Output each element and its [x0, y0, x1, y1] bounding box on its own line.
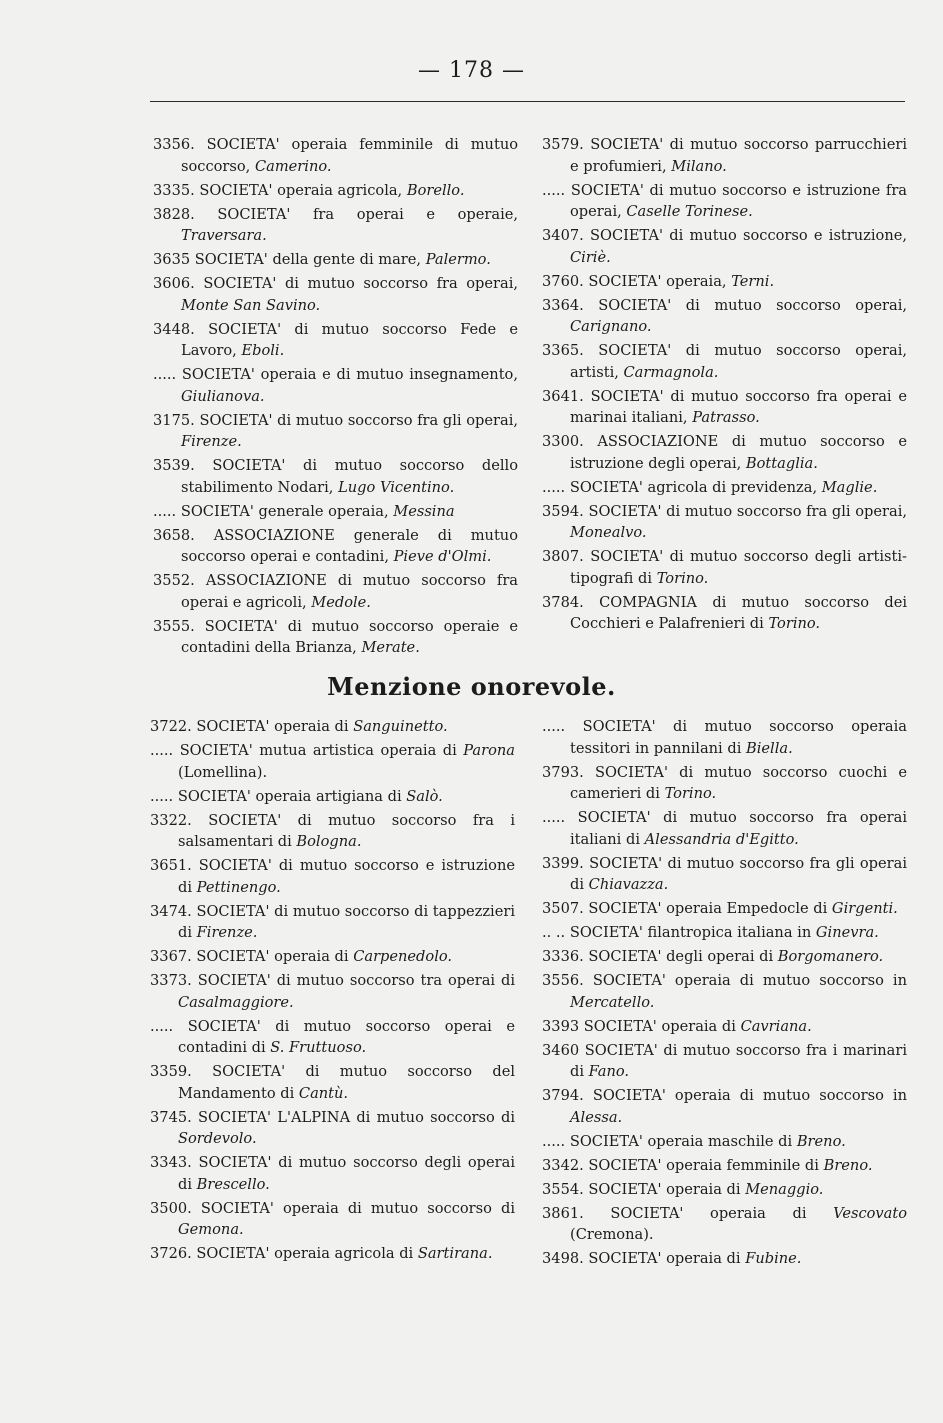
entry-text: SOCIETA' di mutuo soccorso Fede e Lavoro,	[181, 320, 519, 359]
entry-number: 3641.	[542, 387, 584, 405]
entry-place: Sanguinetto.	[353, 718, 448, 735]
list-item	[542, 1016, 907, 1038]
entry-place: Traversara.	[181, 227, 267, 244]
entry-place: Terni.	[731, 272, 775, 290]
entry-number: 3556.	[542, 972, 584, 989]
entry-text: SOCIETA' operaia di	[588, 1250, 741, 1267]
entry-number: 3460	[542, 1041, 580, 1059]
entry-number: 3861.	[542, 1204, 584, 1222]
list-item	[150, 786, 515, 808]
entry-place: Mercatello.	[570, 993, 655, 1011]
list-item	[542, 1248, 907, 1270]
entry-number: 3343.	[150, 1154, 192, 1171]
entry-number: .....	[542, 809, 566, 826]
entry-text: SOCIETA' filantropica italiana in	[569, 924, 812, 941]
list-item	[153, 525, 518, 568]
entry-place: Parona	[463, 742, 515, 759]
entry-text: SOCIETA' di mutuo soccorso tra operai di	[197, 972, 516, 989]
entry-text: SOCIETA' di mutuo soccorso degli operai di	[178, 1154, 516, 1193]
entry-text: SOCIETA' di mutuo soccorso cuochi e camerieri di	[570, 763, 908, 802]
entry-place: Caselle Torinese.	[626, 203, 753, 220]
entry-number: .....	[153, 366, 177, 383]
entry-text: SOCIETA' di mutuo soccorso operai e contadini di	[178, 1017, 515, 1056]
list-item	[153, 319, 518, 362]
list-item	[150, 740, 515, 783]
list-item	[153, 204, 518, 247]
entry-number: 3760.	[542, 272, 584, 290]
list-item	[542, 716, 907, 759]
entry-text: SOCIETA' di mutuo soccorso fra gli operai,	[199, 411, 519, 429]
entry-place: Pettinengo.	[196, 878, 281, 896]
entry-number: 3828.	[153, 205, 195, 223]
entry-place: Casalmaggiore.	[178, 993, 294, 1011]
entry-number: .. ..	[542, 924, 566, 941]
entry-place: S. Fruttuoso.	[270, 1039, 367, 1056]
list-item	[542, 946, 907, 968]
list-item	[542, 853, 907, 896]
entry-suffix: (Cremona).	[570, 1226, 654, 1243]
header-rule	[150, 101, 905, 102]
entry-text: SOCIETA' di mutuo soccorso dello stabilimento Nodari,	[181, 457, 518, 496]
entry-number: 3498.	[542, 1250, 584, 1267]
entry-number: 3793.	[542, 763, 584, 781]
entry-place: Maglie.	[821, 478, 878, 496]
list-item	[542, 340, 907, 383]
entry-number: 3552.	[153, 572, 195, 589]
entry-text: ASSOCIAZIONE generale di mutuo soccorso operai e contadini,	[181, 526, 518, 565]
top-right-column	[542, 134, 907, 637]
entry-text: SOCIETA' operaia di	[610, 1204, 807, 1222]
entry-place: Camerino.	[254, 157, 332, 175]
entry-number: 3794.	[542, 1087, 584, 1104]
entry-place: Girgenti.	[831, 900, 898, 917]
entry-text: SOCIETA' operaia agricola di	[196, 1245, 414, 1262]
entry-text: SOCIETA' operaia di mutuo soccorso in	[592, 972, 908, 989]
entry-text: SOCIETA' di mutuo soccorso fra operai italiani di	[570, 809, 907, 848]
entry-place: Messina	[393, 502, 455, 520]
list-item	[153, 273, 518, 316]
entry-text: SOCIETA' di mutuo soccorso e istruzione di	[178, 857, 516, 896]
entry-text: SOCIETA' di mutuo soccorso fra operai,	[203, 275, 519, 292]
entry-number: 3336.	[542, 948, 584, 965]
entry-place: Palermo.	[425, 251, 491, 268]
entry-number: .....	[150, 742, 174, 759]
entry-place: Cavriana.	[740, 1017, 812, 1035]
entry-number: 3635	[153, 251, 191, 268]
entry-number: 3367.	[150, 948, 192, 965]
entry-text: SOCIETA' operaia di	[588, 1180, 741, 1198]
list-item	[542, 386, 907, 429]
list-item	[542, 295, 907, 338]
entry-place: Giulianova.	[181, 387, 265, 405]
entry-text: SOCIETA' di mutuo soccorso operai,	[598, 296, 907, 314]
list-item	[153, 616, 518, 659]
list-item	[153, 410, 518, 453]
entry-text: SOCIETA' operaia femminile di	[588, 1156, 819, 1174]
entry-text: SOCIETA' di mutuo soccorso di tappezzieri di	[178, 902, 516, 941]
entry-number: 3474.	[150, 902, 192, 920]
list-item	[542, 1131, 907, 1153]
list-item	[542, 922, 907, 944]
list-item	[542, 180, 907, 223]
list-item	[542, 271, 907, 293]
bottom-left-column	[150, 716, 515, 1267]
entry-number: .....	[542, 1132, 566, 1150]
entry-number: 3365.	[542, 342, 584, 359]
entry-place: Menaggio.	[745, 1180, 824, 1198]
list-item	[542, 592, 907, 635]
entry-text: SOCIETA' della gente di mare,	[194, 251, 422, 268]
entry-place: Patrasso.	[692, 409, 760, 426]
entry-text: SOCIETA' di mutuo soccorso operaie e contadini della Brianza,	[181, 617, 518, 656]
list-item	[542, 546, 907, 589]
entry-place: Alessa.	[570, 1108, 623, 1126]
list-item	[542, 970, 907, 1013]
list-item	[542, 1179, 907, 1201]
entry-place: Ciriè.	[570, 248, 611, 266]
entry-place: Chiavazza.	[588, 876, 669, 893]
entry-text: SOCIETA' operaia di	[196, 948, 349, 965]
entry-number: 3393	[542, 1017, 580, 1035]
entry-number: 3373.	[150, 972, 192, 989]
entry-place: Lugo Vicentino.	[338, 478, 455, 496]
entry-number: 3399.	[542, 854, 584, 872]
entry-text: SOCIETA' di mutuo soccorso fra i marinari di	[570, 1041, 908, 1080]
entry-number: .....	[542, 181, 566, 199]
entry-place: Carmagnola.	[623, 363, 719, 381]
entry-place: Brescello.	[196, 1175, 270, 1193]
entry-text: SOCIETA' mutua artistica operaia di	[179, 742, 457, 759]
entry-number: 3407.	[542, 227, 584, 244]
entry-text: ASSOCIAZIONE di mutuo soccorso e istruzione degli operai,	[570, 433, 908, 472]
entry-text: SOCIETA' di mutuo soccorso fra gli operai di	[570, 854, 908, 893]
entry-place: Alessandria d'Egitto.	[644, 830, 799, 848]
list-item	[150, 1061, 515, 1104]
entry-text: SOCIETA' operaia artigiana di	[177, 787, 402, 805]
entry-number: 3356.	[153, 136, 195, 153]
list-item	[150, 855, 515, 898]
list-item	[150, 901, 515, 944]
list-item	[150, 970, 515, 1013]
entry-number: 3342.	[542, 1156, 584, 1174]
list-item	[150, 1198, 515, 1241]
list-item	[150, 1016, 515, 1059]
list-item	[153, 455, 518, 498]
entry-text: SOCIETA' operaia di mutuo soccorso in	[592, 1087, 908, 1104]
entry-number: 3651.	[150, 857, 192, 874]
entry-place: Monealvo.	[570, 524, 647, 541]
entry-place: Salò.	[406, 787, 443, 805]
list-item	[542, 1040, 907, 1083]
entry-text: SOCIETA' fra operai e operaie,	[217, 205, 519, 223]
entry-number: 3539.	[153, 457, 195, 474]
entry-place: Gemona.	[178, 1221, 244, 1238]
entry-number: 3175.	[153, 411, 195, 429]
entry-number: 3554.	[542, 1180, 584, 1198]
entry-number: 3594.	[542, 502, 584, 520]
entry-place: Breno.	[823, 1156, 873, 1174]
entry-text: SOCIETA' di mutuo soccorso fra gli operai,	[588, 502, 908, 520]
entry-text: SOCIETA' operaia di	[196, 718, 349, 735]
entry-text: SOCIETA' L'ALPINA di mutuo soccorso di	[198, 1108, 515, 1126]
list-item	[542, 762, 907, 805]
list-item	[150, 1152, 515, 1195]
entry-suffix: (Lomellina).	[178, 763, 268, 781]
entry-text: SOCIETA' di mutuo soccorso parrucchieri e profumieri,	[570, 136, 908, 175]
entry-number: 3726.	[150, 1245, 192, 1262]
entry-place: Torino.	[768, 615, 821, 632]
entry-number: 3579.	[542, 136, 584, 153]
list-item	[542, 431, 907, 474]
entry-text: SOCIETA' di mutuo soccorso fra i salsamentari di	[178, 811, 515, 850]
list-item	[542, 1203, 907, 1246]
entry-number: .....	[542, 478, 566, 496]
entry-text: SOCIETA' agricola di previdenza,	[569, 478, 818, 496]
list-item	[150, 1107, 515, 1150]
list-item	[150, 810, 515, 853]
entry-place: Milano.	[671, 157, 727, 175]
list-item	[150, 946, 515, 968]
section-heading: Menzione onorevole.	[327, 672, 616, 701]
list-item	[153, 570, 518, 613]
entry-text: SOCIETA' di mutuo soccorso degli artisti-tipografi di	[570, 548, 907, 587]
entry-text: SOCIETA' operaia agricola,	[199, 181, 403, 199]
entry-place: Ginevra.	[815, 924, 879, 941]
list-item	[542, 477, 907, 499]
entry-text: SOCIETA' operaia di mutuo soccorso di	[200, 1199, 515, 1217]
entry-number: 3364.	[542, 296, 584, 314]
entry-place: Pieve d'Olmi.	[393, 548, 492, 565]
list-item	[153, 364, 518, 407]
entry-number: .....	[542, 718, 566, 735]
entry-text: COMPAGNIA di mutuo soccorso dei Cocchieri e Palafrenieri di	[570, 593, 907, 632]
entry-text: SOCIETA' degli operai di	[588, 948, 774, 965]
list-item	[542, 1155, 907, 1177]
entry-text: SOCIETA' di mutuo soccorso operaia tessitori in pannilani di	[570, 718, 908, 757]
entry-number: 3606.	[153, 275, 195, 292]
list-item	[542, 898, 907, 920]
entry-text: SOCIETA' operaia maschile di	[569, 1132, 793, 1150]
list-item	[150, 716, 515, 738]
entry-place: Borello.	[406, 181, 465, 199]
entry-text: SOCIETA' di mutuo soccorso e istruzione fra operai,	[570, 181, 907, 220]
entry-number: 3300.	[542, 433, 584, 450]
list-item	[542, 225, 907, 268]
entry-place: Sordevolo.	[178, 1130, 257, 1147]
entry-number: 3335.	[153, 181, 195, 199]
page-number: — 178 —	[418, 58, 525, 83]
list-item	[542, 501, 907, 544]
entry-place: Carpenedolo.	[353, 948, 453, 965]
entry-place: Bottaglia.	[745, 454, 818, 472]
entry-number: 3448.	[153, 320, 195, 338]
list-item	[542, 1085, 907, 1128]
entry-place: Torino.	[664, 785, 717, 802]
entry-text: SOCIETA' di mutuo soccorso e istruzione,	[590, 227, 907, 244]
entry-number: 3784.	[542, 593, 584, 611]
entry-number: 3359.	[150, 1063, 192, 1080]
entry-place: Monte San Savino.	[181, 296, 321, 314]
entry-number: 3555.	[153, 617, 195, 635]
entry-number: .....	[150, 1017, 174, 1035]
top-left-column	[153, 134, 518, 661]
entry-place: Fano.	[588, 1063, 630, 1080]
entry-number: 3507.	[542, 900, 584, 917]
entry-place: Eboli.	[241, 342, 285, 359]
entry-text: SOCIETA' di mutuo soccorso del Mandamento di	[178, 1063, 516, 1102]
entry-number: .....	[153, 502, 177, 520]
entry-text: SOCIETA' operaia di	[583, 1017, 736, 1035]
entry-place: Bologna.	[296, 833, 362, 850]
list-item	[542, 807, 907, 850]
entry-number: 3500.	[150, 1199, 192, 1217]
entry-text: SOCIETA' operaia Empedocle di	[588, 900, 828, 917]
entry-text: ASSOCIAZIONE di mutuo soccorso fra operai e agricoli,	[181, 572, 518, 611]
entry-place: Borgomanero.	[777, 948, 884, 965]
entry-place: Biella.	[746, 739, 793, 757]
entry-place: Merate.	[361, 639, 420, 656]
bottom-right-column	[542, 716, 907, 1272]
entry-number: 3722.	[150, 718, 192, 735]
entry-number: 3322.	[150, 811, 192, 829]
entry-place: Torino.	[656, 569, 709, 587]
entry-text: SOCIETA' operaia femminile di mutuo soccorso,	[181, 136, 519, 175]
entry-place: Firenze.	[181, 433, 242, 450]
entry-number: 3745.	[150, 1108, 192, 1126]
entry-number: .....	[150, 787, 174, 805]
entry-place: Medole.	[311, 593, 371, 611]
entry-place: Cantù.	[298, 1084, 349, 1102]
entry-place: Firenze.	[196, 924, 258, 941]
list-item	[150, 1243, 515, 1265]
entry-place: Vescovato	[833, 1204, 908, 1222]
list-item	[153, 180, 518, 202]
entry-text: SOCIETA' generale operaia,	[180, 502, 389, 520]
entry-place: Sartirana.	[417, 1245, 493, 1262]
list-item	[542, 134, 907, 177]
entry-text: SOCIETA' operaia e di mutuo insegnamento,	[181, 366, 518, 383]
entry-text: SOCIETA' di mutuo soccorso fra operai e marinai italiani,	[570, 387, 907, 426]
list-item	[153, 501, 518, 523]
entry-text: SOCIETA' di mutuo soccorso operai, artisti,	[570, 342, 907, 381]
entry-number: 3658.	[153, 526, 195, 544]
entry-place: Carignano.	[570, 318, 652, 335]
entry-number: 3807.	[542, 548, 584, 565]
entry-place: Fubine.	[745, 1250, 802, 1267]
entry-place: Breno.	[796, 1132, 846, 1150]
list-item	[153, 249, 518, 271]
entry-text: SOCIETA' operaia,	[588, 272, 727, 290]
list-item	[153, 134, 518, 177]
